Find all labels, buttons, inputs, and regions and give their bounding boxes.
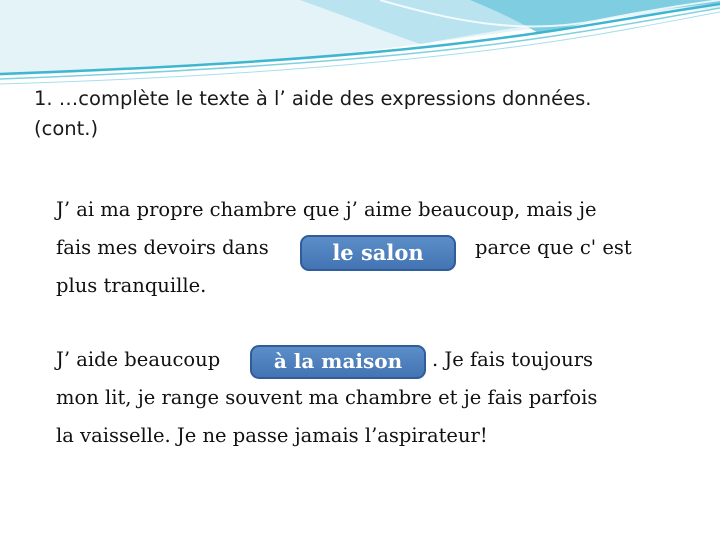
answer-box-a-la-maison: à la maison [250, 345, 426, 379]
paragraph-2-line-3: la vaisselle. Je ne passe jamais l’aspirateur! [56, 424, 488, 447]
paragraph-2-line-1-before: J’ aide beaucoup [56, 348, 221, 371]
paragraph-2-line-2: mon lit, je range souvent ma chambre et je fais parfois [56, 386, 598, 409]
heading-line-1: 1. …complète le texte à l’ aide des expressions données. [34, 87, 592, 110]
paragraph-1-line-2-after: parce que c' est [475, 236, 632, 259]
paragraph-1-line-2-before: fais mes devoirs dans [56, 236, 269, 259]
paragraph-2-line-1-after: . Je fais toujours [432, 348, 594, 371]
paragraph-1-line-1: J’ ai ma propre chambre que j’ aime beaucoup, mais je [56, 198, 597, 221]
header-wave-decoration [0, 0, 720, 90]
paragraph-1-line-3: plus tranquille. [56, 274, 207, 297]
exercise-heading [34, 84, 674, 144]
answer-box-le-salon: le salon [300, 235, 456, 271]
heading-line-2: (cont.) [34, 117, 99, 140]
